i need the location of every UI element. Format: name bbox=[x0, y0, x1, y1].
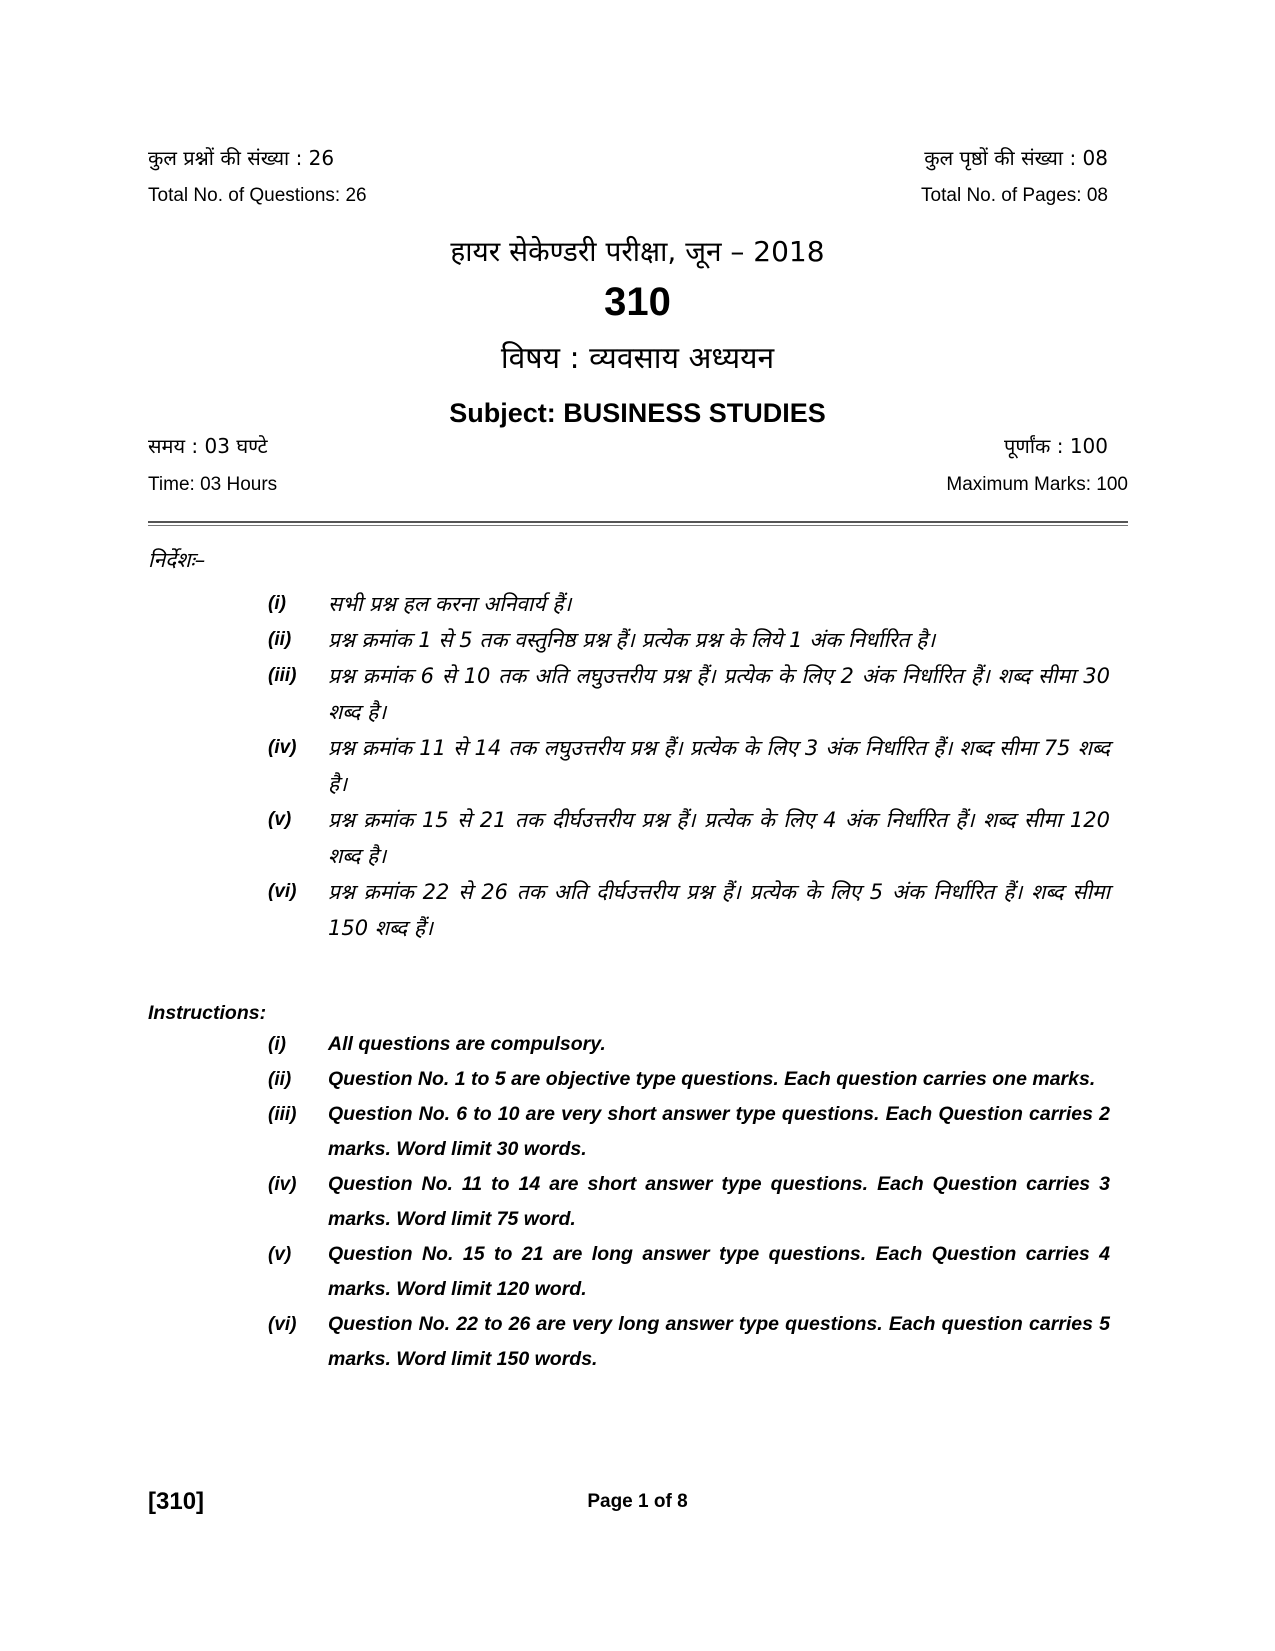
item-text: Question No. 6 to 10 are very short answer type questions. Each Question carries 2 marks. Word limit 30 words. bbox=[328, 1103, 1110, 1160]
item-text: Question No. 22 to 26 are very long answer type questions. Each question carries 5 marks. Word limit 150 words. bbox=[328, 1313, 1110, 1370]
item-text: सभी प्रश्न हल करना अनिवार्य हैं। bbox=[328, 592, 572, 616]
subject-english: Subject: BUSINESS STUDIES bbox=[449, 398, 826, 428]
page-number: Page 1 of 8 bbox=[587, 1491, 688, 1512]
item-number: (iv) bbox=[268, 737, 297, 758]
header-divider-thin bbox=[148, 525, 1128, 526]
list-item bbox=[268, 1027, 1110, 1062]
english-instructions-list bbox=[268, 1027, 1110, 1377]
list-item bbox=[268, 1097, 1110, 1167]
item-number: (iv) bbox=[268, 1174, 297, 1195]
item-number: (i) bbox=[268, 593, 286, 614]
time-english: Time: 03 Hours bbox=[148, 474, 278, 495]
item-number: (v) bbox=[268, 809, 292, 830]
item-number: (vi) bbox=[268, 881, 297, 902]
item-number: (vi) bbox=[268, 1314, 297, 1335]
list-item bbox=[268, 586, 1110, 622]
item-number: (i) bbox=[268, 1034, 286, 1055]
list-item bbox=[268, 802, 1110, 874]
item-text: Question No. 1 to 5 are objective type questions. Each question carries one marks. bbox=[328, 1068, 1096, 1090]
list-item bbox=[268, 1307, 1110, 1377]
item-number: (iii) bbox=[268, 665, 297, 686]
list-item bbox=[268, 1167, 1110, 1237]
exam-title-hindi: हायर सेकेण्डरी परीक्षा, जून – 2018 bbox=[450, 235, 825, 268]
list-item bbox=[268, 1062, 1110, 1097]
list-item bbox=[268, 874, 1110, 946]
page-count-english: Total No. of Pages: 08 bbox=[921, 185, 1108, 206]
paper-code: 310 bbox=[604, 280, 671, 324]
hindi-instructions-list bbox=[268, 586, 1110, 946]
item-number: (ii) bbox=[268, 629, 292, 650]
footer-paper-code: [310] bbox=[148, 1488, 205, 1515]
list-item bbox=[268, 658, 1110, 730]
item-text: Question No. 15 to 21 are long answer type questions. Each Question carries 4 marks. Word limit 120 word. bbox=[328, 1243, 1110, 1300]
marks-english: Maximum Marks: 100 bbox=[946, 474, 1128, 495]
item-text: प्रश्न क्रमांक 15 से 21 तक दीर्घउत्तरीय प्रश्न हैं। प्रत्येक के लिए 4 अंक निर्धारित हैं। शब्द सीमा 120 शब्द है। bbox=[328, 808, 1110, 868]
list-item bbox=[268, 622, 1110, 658]
item-number: (v) bbox=[268, 1244, 292, 1265]
page-count-hindi: कुल पृष्ठों की संख्या : 08 bbox=[924, 146, 1108, 170]
time-hindi: समय : 03 घण्टे bbox=[148, 434, 268, 458]
item-number: (iii) bbox=[268, 1104, 297, 1125]
time-marks-english bbox=[148, 474, 1128, 496]
item-text: Question No. 11 to 14 are short answer type questions. Each Question carries 3 marks. Word limit 75 word. bbox=[328, 1173, 1110, 1230]
list-item bbox=[268, 1237, 1110, 1307]
question-count-english: Total No. of Questions: 26 bbox=[148, 185, 367, 206]
item-text: प्रश्न क्रमांक 22 से 26 तक अति दीर्घउत्तरीय प्रश्न हैं। प्रत्येक के लिए 5 अंक निर्धारित हैं। शब्द सीमा 150 शब्द हैं। bbox=[328, 880, 1110, 940]
english-instructions-heading: Instructions: bbox=[148, 1002, 267, 1024]
header-divider bbox=[148, 521, 1128, 523]
marks-hindi: पूर्णांक : 100 bbox=[1004, 434, 1108, 458]
hindi-instructions-heading: निर्देशः– bbox=[148, 548, 206, 572]
item-text: प्रश्न क्रमांक 1 से 5 तक वस्तुनिष्ठ प्रश्न हैं। प्रत्येक प्रश्न के लिये 1 अंक निर्धारित है। bbox=[328, 628, 936, 652]
subject-hindi: विषय : व्यवसाय अध्ययन bbox=[500, 341, 775, 376]
question-count-hindi: कुल प्रश्नों की संख्या : 26 bbox=[148, 146, 335, 170]
item-text: प्रश्न क्रमांक 11 से 14 तक लघुउत्तरीय प्रश्न हैं। प्रत्येक के लिए 3 अंक निर्धारित हैं। शब्द सीमा 75 शब्द है। bbox=[328, 736, 1110, 796]
list-item bbox=[268, 730, 1110, 802]
item-text: All questions are compulsory. bbox=[328, 1033, 606, 1055]
header-counts-hindi bbox=[148, 144, 1108, 171]
item-number: (ii) bbox=[268, 1069, 292, 1090]
time-marks-hindi bbox=[148, 432, 1108, 459]
header-counts-english bbox=[148, 185, 1108, 207]
item-text: प्रश्न क्रमांक 6 से 10 तक अति लघुउत्तरीय प्रश्न हैं। प्रत्येक के लिए 2 अंक निर्धारित हैं। शब्द सीमा 30 शब्द है। bbox=[328, 664, 1110, 724]
